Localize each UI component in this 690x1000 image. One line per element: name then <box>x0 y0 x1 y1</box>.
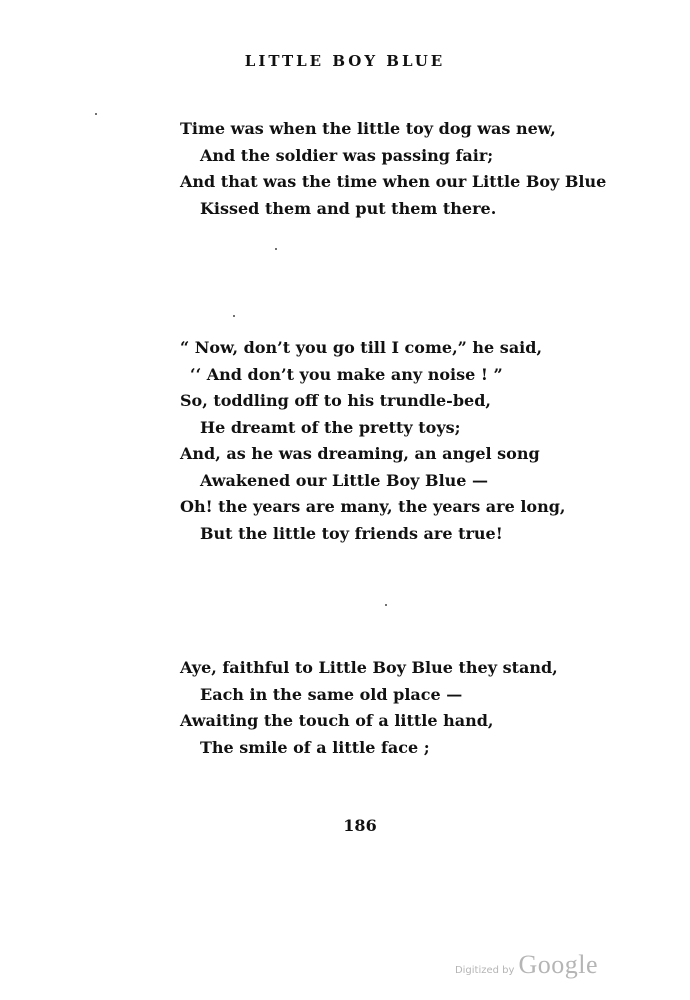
watermark-brand: Google <box>518 950 598 979</box>
poem-line: He dreamt of the pretty toys; <box>200 417 461 437</box>
scan-speck <box>385 604 387 606</box>
digitized-watermark <box>455 950 598 980</box>
poem-line: And the soldier was passing fair; <box>200 145 494 165</box>
page-number: 186 <box>343 816 377 835</box>
poem-line: ‘‘ And don’t you make any noise ! ” <box>190 364 503 384</box>
stanza-2 <box>180 335 565 547</box>
poem-line: “ Now, don’t you go till I come,” he said, <box>180 338 543 357</box>
poem-line: Awakened our Little Boy Blue — <box>200 470 489 490</box>
poem-line: And that was the time when our Little Boy Blue <box>180 172 607 191</box>
scan-speck <box>233 315 235 317</box>
page-title: LITTLE BOY BLUE <box>244 52 446 70</box>
poem-line: And, as he was dreaming, an angel song <box>180 444 540 463</box>
scan-speck <box>95 113 97 115</box>
poem-line: But the little toy friends are true! <box>200 523 503 543</box>
scan-speck <box>275 248 277 250</box>
stanza-3 <box>180 655 558 761</box>
poem-line: The smile of a little face ; <box>200 737 430 757</box>
watermark-prefix: Digitized by <box>454 965 515 976</box>
poem-line: So, toddling off to his trundle-bed, <box>180 391 491 410</box>
poem-line: Time was when the little toy dog was new, <box>180 119 556 138</box>
poem-line: Oh! the years are many, the years are long, <box>180 497 566 516</box>
poem-line: Aye, faithful to Little Boy Blue they stand, <box>180 658 558 677</box>
poem-line: Each in the same old place — <box>200 684 463 704</box>
poem-line: Awaiting the touch of a little hand, <box>180 711 494 730</box>
poem-line: Kissed them and put them there. <box>200 198 497 218</box>
stanza-1 <box>180 116 606 222</box>
